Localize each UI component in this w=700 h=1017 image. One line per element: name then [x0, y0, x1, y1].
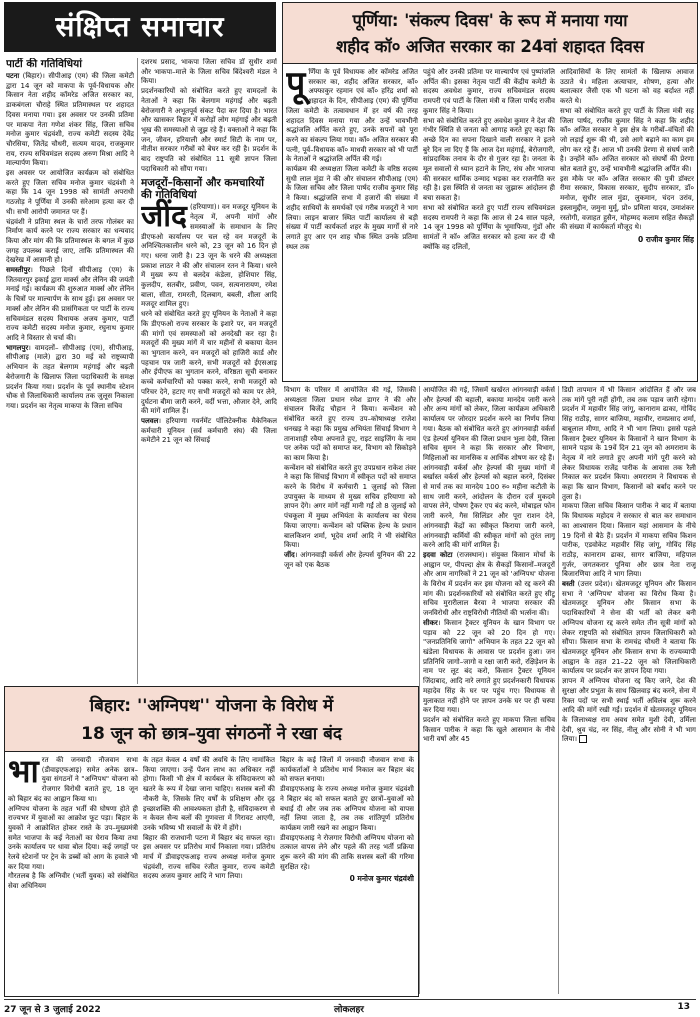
section-masthead: [4, 2, 276, 52]
footer-page-number: 13: [677, 1002, 690, 1012]
middle-column-1: [284, 386, 416, 686]
brief-jind-2: धरने को संबोधित करते हुए यूनियन के नेताओं ने कहा कि डीएफओ राज्य सरकार के इशारे पर, वन मजदूरों की मांगों एवं समस्याओं को अनदेखी कर रहा है। मजदूरों की मुख्य मांगें में चार महीनों से बकाया वेतन का भुगतान करने, वन मजदूरों को हाजिरी कार्ड और पहचान पत्र जारी करने, सभी मजदूरों को ईएसआइ और ईपीएफ का भुगतान करने, वरिष्ठता सूची बनाकर कच्चे कर्मचारियों को पक्का करने, सभी मजदूरों को परिचर देने, हटाए गए सभी मजदूरों को काम पर लेने, दुर्घटना बीमा जारी करने, वर्दी भत्ता, औजार देने, आदि की मांगें शामिल हैं।: [141, 310, 277, 416]
section-title-workers: मजदूरों–किसानों और कमचारियों की गतिविधियां: [141, 177, 264, 202]
purnia-para-6: आदिवासियों के लिए सामंतों के खिलाफ आवाज उठाते थे। महिला अत्याचार, शोषण, हत्या और बलात्कार जैसी एक भी घटना को वह बर्दाश्त नहीं करते थे।: [560, 68, 694, 106]
purnia-para-8: इस मौके पर कॉ० अजित सरकार की पुत्री डॉक्टर रीमा सरकार, विकास सरकार, सुदीप सरकार, डॉ० मनोज, सुधीर लाल मुंडा, लुकमान, चंदन उरांव, इस्लामुद्दीन, जमुना मुर्मू, प्रो० प्रमिला यादव, उमाशंकर रस्तोगी, वजाहत हुसैन, मोहम्मद कलाम सहित सैकड़ों की संख्या में कार्यकर्ता मौजूद थे।: [560, 174, 694, 232]
middle-para-8: ज्ञापन में अग्निपथ योजना रद्द किए जाने, देश की सुरक्षा और प्रभुता के साथ खिलवाड़ बंद करने, सेना में रिक्त पदों पर सभी स्थाई भर्ती अविलंब शुरू करने आदि की मांगें रखी गईं। प्रदर्शन में खेतमजदूर यूनियन के जिलाध्यक्ष राम अवध समेत मुशी देवी, उर्मिला देवी, श्रुव चंद्र, नर सिंह, नीलू और सोनी ने भी भाग लिया।: [562, 677, 696, 744]
bihar-headline-line1: बिहार: ''अग्निपथ'' योजना के विरोध में: [89, 696, 334, 716]
briefs-column-1: [6, 58, 134, 686]
middle-para-jind: जींद। आंगनवाड़ी वर्कर्स और हेल्पर्स यूनियन की 22 जून को एक बैठक: [284, 550, 416, 569]
bihar-headline-box: [4, 686, 419, 752]
page-footer: [4, 1000, 694, 1016]
brief-bhagalpur: भागलपुर। वामदलों– सीपीआइ (एम), सीपीआइ, सीपीआइ (माले) द्वारा 30 मई को राष्ट्रव्यापी अभियान के तहत बेलगाम महंगाई और बढ़ती बेरोजगारी के खिलाफ जिला पदाधिकारी के समक्ष प्रदर्शन किया गया। प्रदर्शन के पूर्व स्थानीय स्टेशन चौक से जिलाधिकारी कार्यालय तक जुलूस निकाला गया। प्रदर्शन का नेतृत्व माकपा के जिला सचिव: [6, 343, 134, 410]
middle-para-idwa: इदवा कोटा (राजस्थान)। संयुक्त किसान मोर्चा के आह्वान पर, पीपल्दा क्षेत्र के सैकड़ों किसानों–मजदूरों और आम नागरिकों ने 21 जून को 'अग्निपथ' योजना के विरोध में प्रदर्शन कर इस योजना को रद्द करने की मांग की। प्रदर्शनकारियों को संबोधित करते हुए सीटू सचिव मुरारीलाल बैरवा ने भाजपा सरकार की जनविरोधी और राष्ट्रविरोधी नीतियों की भर्त्सना की।: [423, 550, 555, 618]
footer-paper-name: लोकलहर: [334, 1005, 364, 1015]
purnia-para-1: पूर्णिया के पूर्व विधायक और कॉमरेड अजित सरकार का, शहीद अजित सरकार, कॉ० अफ्फाकुर रहमान एवं कॉ० हरिंद्र शर्मा को शहादत के दिन, सीपीआइ (एम) की पूर्णिया जिला कमेटी के तत्वावधान में हर वर्ष की तरह शहादत दिवस मनाया गया और उन्हें भावभीनी श्रद्धांजलि अर्पित करते हुए, उनके सपनों को पूरा करने का संकल्प लिया गया। कॉ० अजित सरकार की पत्नी, पूर्व–विधायक कॉ० माधवी सरकार को भी पार्टी के नेताओं ने श्रद्धांजलि अर्पित की गई।: [286, 68, 418, 164]
bihar-column-2: [143, 756, 275, 996]
bihar-column-1: [8, 756, 138, 996]
bihar-headline-line2: 18 जून को छात्र–युवा संगठनों ने रखा बंद: [81, 724, 342, 744]
middle-para-1: विभाग के परिसर में आयोजित की गई, जिसकी अध्यक्षता जिला प्रधान रमेश डागर ने की और संचालन बिजेंद्र चौहान ने किया। कन्वेंशन को संबोधित करते हुए राज्य उप–कोषाध्यक्ष राजेश धनखड़ ने कहा कि प्रमुख अभियंता सिंचाई विभाग ने तानाशाही रवैया अपनाते हुए, राइट साइजिंग के नाम पर अनेक पदों को समाप्त कर, विभाग को सिकोड़ने का काम किया है।: [284, 386, 416, 462]
purnia-para-2: कार्यक्रम की अध्यक्षता जिला कमेटी के वरिष्ठ सदस्य सुधी लाल मुंडा ने की और संचालन सीपीआइ (एम) के जिला सचिव और जिला पार्षद राजीव कुमार सिंह ने किया। श्रद्धांजलि सभा में हजारों की संख्या में शहीद साथियों के समर्थकों एवं गरीब मजदूरों ने भाग लिया। लाइन बाजार स्थित पार्टी कार्यालय से बड़ी संख्या में पार्टी कार्यकर्ता शहर के मुख्य मार्गों से नारे लगाते हुए आर एन शाह चौक स्थित उनके प्रतिमा स्थल तक: [286, 165, 418, 251]
middle-column-3: [562, 386, 696, 998]
purnia-byline: 0 राजीव कुमार सिंह: [638, 234, 694, 244]
brief-jind: जींद (हरियाणा)। वन मजदूर यूनियन के नेतृत्व में, अपनी मांगों और समस्याओं के समाधान के लिए डीएफओ कार्यालय पर चल रहे वन मजदूरों के अनिश्चितकालीन धरने को, 23 जून को 16 दिन हो गए। धरना जारी है। 23 जून के धरने की अध्यक्षता प्रकाश लाठर ने की और संचालन रतन ने किया। धरने में मुख्य रूप से बलदेव कंडेला, होशियार सिंह, कुलदीप, सतबीर, प्रवीण, पवन, सत्यनारायण, रमेश बाला, सीता, रामरती, दिलबाग, बबली, शीला आदि मजदूर शामिल हुए।: [141, 199, 277, 309]
bihar-byline: 0 मनोज कुमार चंद्रवंशी: [349, 874, 414, 884]
bihar-para-1: भारत की जनवादी नौजवान सभा (डीवाइएफआइ) समेत अनेक छात्र–युवा संगठनों ने "अग्निपथ" योजना को रोजगार विरोधी बताते हुए, 18 जून को बिहार बंद का आह्वान किया था।: [8, 756, 138, 803]
brief-patna-3: चंद्रवंशी ने प्रतिमा स्थल के चारों तरफ गोलंबर का निर्माण कार्य करने पर राज्य सरकार का धन्यवाद किया और मांग की कि प्रतिमास्थल के बगल में कुछ जगह उपलब्ध कराई जाए, ताकि प्रतिमास्थल की देखरेख में आसानी हो।: [6, 217, 134, 265]
middle-para-6: डिग्री तापमान में भी किसान आंदोलित हैं और जब तक मांगें पूरी नहीं होंगी, तब तक पड़ाव जारी रहेगा। प्रदर्शन में महावीर सिंह जांगू, कानाराम ढाका, गोविंद सिंह राठौड़, सागर बाजिया, महावीर, रामप्रसाद शर्मा, बाबूलाल मीणा, आदि ने भी भाग लिया। इससे पहले किसान ट्रैक्टर यूनियन के किसानों ने खान विभाग के सामने पड़ाव के 19वें दिन 21 जून को अमराराम के नेतृत्व में नारे लगाते हुए अपनी मांगें पूरी करने को लेकर विधायक राजेंद्र पारीक के आवास तक रैली निकाल कर प्रदर्शन किया। अमराराम ने विधायक से कहा कि खान विभाग, किसानों को बर्बाद करने पर तुला है।: [562, 386, 696, 501]
bihar-para-8: डीवाइएफआइ ने रोजगार विरोधी अग्निपथ योजना को तत्काल वापस लेने और पहले की तरह भर्ती प्रक्रिया शुरू करने की मांग की ताकि सशस्त्र बलों की गरिमा सुरक्षित रहे।: [280, 833, 414, 871]
middle-para-4: आंगनवाड़ी वर्कर्स और हेल्पर्स की मुख्य मांगों में बर्खास्त वर्कर्स और हेल्पर्स को बहाल करने, दिसंबर से मार्च तक का मानदेय 100 रु० महीना कटौती के साथ जारी करने, आंदोलन के दौरान दर्ज मुकदमे वापस लेने, पोषण ट्रैकर एप बंद करने, मोबाइल फोन जारी करने, गैस सिलिंडर और पूरा राशन देने, आंगनवाड़ी केंद्रों का स्वीकृत किराया जारी करने, आंगनवाड़ी कर्मियों की स्वीकृत मांगों को तुरंत लागू करने आदि की मांगें शामिल हैं।: [423, 463, 555, 550]
purnia-column-3: [560, 68, 694, 380]
purnia-headline-box: [282, 2, 698, 64]
purnia-para-3: पहुंचे और उनकी प्रतिमा पर माल्यार्पण एवं पुष्पांजलि अर्पित की। इसका नेतृत्व पार्टी की केंद्रीय कमेटी के सदस्य अवधेश कुमार, राज्य सचिवमंडल सदस्य रामपरी एवं पार्टी के जिला मंत्री व जिला पार्षद राजीव कुमार सिंह ने किया।: [423, 68, 555, 115]
briefs-column-2: [141, 58, 277, 686]
bihar-para-2: अग्निपथ योजना के तहत भर्ती की घोषणा होते ही राज्यभर में युवाओं का आक्रोश फूट पड़ा। बिहार के युवकों ने आक्रोशित होकर रास्ते के उप–मुख्यमंत्री समेत भाजपा के कई नेताओं का घेराव किया तथा उनके कार्यालय पर धावा बोल दिया। कई जगहों पर रेलवे स्टेशनों पर ट्रेन के डब्बों को आग के हवाले भी कर दिया गया।: [8, 804, 138, 871]
middle-para-7: माकपा जिला सचिव किसान पारीक ने बाद में बताया कि विधायक महोदय ने सरकार से बात कर समाधान का आश्वासन दिया। किसान यहां आसमान के नीचे 19 दिनों से बैठे हैं। प्रदर्शन में माकपा सचिव किशन पारीक, एडवोकेट महावीर सिंह जांगू, गोविंद सिंह राठौड़, कानाराम ढाका, सागर बाजिया, महिपाल गुर्जर, जगतकरार पूनिया और छात्र नेता राजू बिजारणिया आदि ने भाग लिया।: [562, 502, 696, 579]
brief-bhagalpur-cont: दशरथ प्रसाद, भाकपा जिला सचिव डॉ सुधीर शर्मा और भाकपा–माले के जिला सचिव बिंदेश्वरी मंडल ने किया।: [141, 58, 277, 86]
masthead-title: संक्षिप्त समाचार: [55, 10, 225, 43]
middle-para-basti: बस्ती (उत्तर प्रदेश)। खेतमजदूर यूनियन और किसान सभा ने 'अग्निपथ' योजना का विरोध किया है। खेतमजदूर यूनियन और किसान सभा के पदाधिकारियों ने सेना की भर्ती को लेकर बनी अग्निपथ योजना रद्द करने समेत तीन सूत्री मांगों को लेकर राष्ट्रपति को संबोधित ज्ञापन जिलाधिकारी को सौंपा। किसान सभा के रामचंद्र चौधरी ने बताया कि खेतमजदूर यूनियन और किसान सभा के राज्यव्यापी आह्वान के तहत 21–22 जून को जिलाधिकारी कार्यालय पर प्रदर्शन कर ज्ञापन दिया गया।: [562, 580, 696, 676]
brief-patna-2: इस अवसर पर आयोजित कार्यक्रम को संबोधित करते हुए जिला सचिव मनोज कुमार चंद्रवंशी ने कहा कि 14 जून 1998 को सामंती अपराधी गठजोड़ ने पूर्णिया में उनकी सरेआम हत्या कर दी थी। सभी आरोपी जमानत पर हैं।: [6, 169, 134, 216]
section-title-party: पार्टी की गतिविधियां: [6, 58, 82, 70]
end-mark-icon: [579, 735, 587, 743]
bihar-para-4: के तहत केवल 4 वर्षों की अवधि के लिए नामांकित किया जाएगा। उन्हें पेंशन लाभ का अधिकार नहीं होगा। किसी भी क्षेत्र में कार्यबल के संविदाकरण को खतरे के रूप में देखा जाना चाहिए। सशस्त्र बलों की नौकरी के, जिसके लिए वर्षों के प्रशिक्षण और दृढ़ इच्छाशक्ति की आवश्यकता होती है, संविदाकरण से न केवल सैन्य बलों की गुणवत्ता में गिरावट आएगी, उनके भविष्य भी सवालों के घेरे में होंगे।: [143, 756, 275, 832]
middle-para-sikar: सीकर। किसान ट्रैक्टर यूनियन के खान विभाग पर पड़ाव को 22 जून को 20 दिन हो गए। "जनप्रतिनिधि जागो" अभियान के तहत 22 जून को खंडेला विधायक के आवास पर प्रदर्शन हुआ। जन प्रतिनिधि जागो–जागो व रक्षा जारी करो, रक्षिड़ेशन के नाम पर लूट बंद करो, किसान ट्रैक्टर यूनियन जिंदाबाद, आदि नारे लगाते हुए प्रदर्शनकारी विधायक महादेव सिंह के घर पर पहुंच गए। विधायक से मुलाकात नहीं होने पर ज्ञापन उनके घर पर ही चस्पा कर दिया गया।: [423, 618, 555, 715]
purnia-headline-line1: पूर्णिया: 'संकल्प दिवस' के रूप में मनाया गया: [352, 11, 628, 30]
bihar-para-7: डीवाइएफआइ के राज्य अध्यक्ष मनोज कुमार चंद्रवंशी ने बिहार बंद को सफल बताते हुए छात्रों–युवाओं को बधाई दी और जब तक अग्निपथ योजना को वापस नहीं लिया जाता है, तब तक शांतिपूर्ण प्रतिरोध कार्यक्रम जारी रखने का आह्वान किया।: [280, 785, 414, 832]
purnia-column-1: [286, 68, 418, 380]
purnia-column-2: [423, 68, 555, 380]
footer-date: 27 जून से 3 जुलाई 2022: [4, 1005, 101, 1015]
middle-para-3: आयोजित की गई, जिसमें खर्खरत आंगनवाड़ी वर्कर्स और हेल्पर्स की बहाली, बकाया मानदेय जारी करने और अन्य मांगों को लेकर, जिला कार्यक्रम अधिकारी कार्यालय पर जोरदार प्रदर्शन करने का निर्णय लिया गया। बैठक को संबोधित करते हुए आंगनवाड़ी वर्कर्स एंड हेल्पर्स यूनियन की जिला प्रधान भुला देवी, जिला सचिव सुमन ने कहा कि सरकार और विभाग, मिहिलाओं का मानसिक व आर्थिक शोषण कर रहे हैं।: [423, 386, 555, 462]
brief-bhagalpur-cont-2: प्रदर्शनकारियों को संबोधित करते हुए वामदलों के नेताओं ने कहा कि बेलगाम महंगाई और बढ़ती बेरोजगारी ने अभूतपूर्व संकट पैदा कर दिया है। भारत और खासकर बिहार में करोड़ों लोग महंगाई और बढ़ती भूख की समस्याओं से जूझ रहे हैं। वक्ताओं ने कहा कि जन, जीवन, हरियाली और स्मार्ट सिटी के नाम पर, नीतीश सरकार गरीबों को बेघर कर रही है। प्रदर्शन के बाद राष्ट्रपति को संबोधित 11 सूत्री ज्ञापन जिला पदाधिकारी को सौंपा गया।: [141, 87, 277, 173]
bihar-column-3: [280, 756, 414, 996]
purnia-para-5: सभा को संबोधित करते हुए पार्टी राज्य सचिवमंडल सदस्य रामपरी ने कहा कि आज से 24 साल पहले, 14 जून 1998 को पूर्णिया के भूमाफिया, गुंडों और सामंतों ने कॉ० अजित सरकार को हत्या कर दी थी क्योंकि वह दलितों,: [423, 203, 555, 251]
brief-palwal: पलवल। हरियाणा गवर्नमेंट पॉलिटेक्नीक मैकेनिकल कर्मचारी यूनियन (सर्व कर्मचारी संघ) की जिला कमेटीने 21 जून को सिंचाई: [141, 416, 277, 445]
purnia-headline-line2: शहीद कॉ० अजित सरकार का 24वां शहादत दिवस: [335, 37, 644, 56]
bihar-para-5: बिहार की राजधानी पटना में बिहार बंद सफल रहा। इस अवसर पर प्रतिरोध मार्च निकाला गया। प्रतिरोध मार्च में डीवाइएफआइ राज्य अध्यक्ष मनोज कुमार चंद्रवंशी, राज्य सचिव रंजीत कुमार, राज्य कमेटी सदस्य अजय कुमार आदि ने भाग लिया।: [143, 833, 275, 881]
middle-para-2: कन्वेंशन को संबोधित करते हुए उपप्रधान राकेश तंवर ने कहा कि सिंचाई विभाग में स्वीकृत पदों को समाप्त करने के विरोध में कर्मचारी 1 जुलाई को जिला उपायुक्त के माध्यम से मुख्य सचिव हरियाणा को ज्ञापन देंगे। अगर मांगें नहीं मानी गईं तो 8 जुलाई को पंचकूला में मुख्य अभियंता के कार्यालय का घेराव किया जाएगा। कन्वेंशन को पब्लिक हेल्थ के प्रधान बालकिशन शर्मा, भूदेव शर्मा आदि ने भी संबोधित किया।: [284, 463, 416, 550]
middle-column-2: [423, 386, 555, 998]
purnia-para-7: सभा को संबोधित करते हुए पार्टी के जिला मंत्री सह जिला पार्षद, राजीव कुमार सिंह ने कहा कि शहीद कॉ० अजित सरकार ने इस क्षेत्र के गरीबों–वंचितों की जो लड़ाई शुरू की थी, उसे आगे बढ़ाने का काम हम लोग कर रहे हैं। आज भी उनकी प्रेरणा से संघर्ष जारी है। उन्होंने कॉ० अजित सरकार को संघर्षों की प्रेरणा स्रोत बताते हुए, उन्हें भावभीनी श्रद्धांजलि अर्पित की।: [560, 106, 694, 174]
middle-para-5: प्रदर्शन को संबोधित करते हुए माकपा जिला सचिव किसान पारीक ने कहा कि खुले आसमान के नीचे भारी वर्षा और 45: [423, 715, 555, 744]
bihar-para-3: गौरतलब है कि अग्निवीर (भर्ती युवक) को संबोधित सेवा अधिनियम: [8, 872, 138, 891]
brief-patna: पटना (बिहार)। सीपीआइ (एम) की जिला कमेटी द्वारा 14 जून को माकपा के पूर्व-विधायक और किसान नेता शहीद कॉमरेड अजित सरकार का, डाकबंगला चौराहे स्थित प्रतिमास्थल पर शहादत दिवस मनाया गया। इस अवसर पर उनकी प्रतिमा पर माकपा नेता गणेश शंकर सिंह, जिला सचिव मनोज कुमार चंद्रवंशी, राज्य कमेटी सदस्य देवेंद्र चौरसिया, जितेंद्र चौधरी, सत्यम यादव, राजकुमार राय, राज्य सचिवमंडल सदस्य अरुण मिश्रा आदि ने माल्यार्पण किया।: [6, 72, 134, 168]
purnia-para-4: सभा को संबोधित करते हुए अवधेश कुमार ने देश की गंभीर स्थिति से जनता को आगाह करते हुए कहा कि अच्छे दिन का सपना दिखाने वाली सरकार ने इतने बुरे दिन ला दिए हैं कि आज देश महंगाई, बेरोजगारी, सांप्रदायिक तनाव के दौर से गुजर रहा है। जनता के मूल सवालों से ध्यान हटाने के लिए, संघ और भाजपा की सरकार धार्मिक उन्माद भड़का कर राजनीति कर रही है। इस स्थिति से जनता का जुझारू आंदोलन ही बचा सकता है।: [423, 116, 555, 203]
bihar-para-6: बिहार के कई जिलों में जनवादी नौजवान सभा के कार्यकर्ताओं ने प्रतिरोध मार्च निकाल कर बिहार बंद को सफल बनाया।: [280, 756, 414, 784]
brief-samastipur: समस्तीपुर। पिछले दिनों सीपीआइ (एम) के जितवारपुर इकाई द्वारा मार्क्स और लेनिन की जयंती मनाई गई। कार्यक्रम की शुरुआत मार्क्स और लेनिन के चित्रों पर माल्यार्पण के साथ हुई। इस अवसर पर मार्क्स और लेनिन की प्रासंगिकता पर पार्टी के राज्य सचिवमंडल सदस्य विधायक अजय कुमार, पार्टी राज्य कमेटी सदस्य मनोज कुमार, रघुनाथ कुमार आदि ने विस्तार से चर्चा की।: [6, 266, 134, 342]
